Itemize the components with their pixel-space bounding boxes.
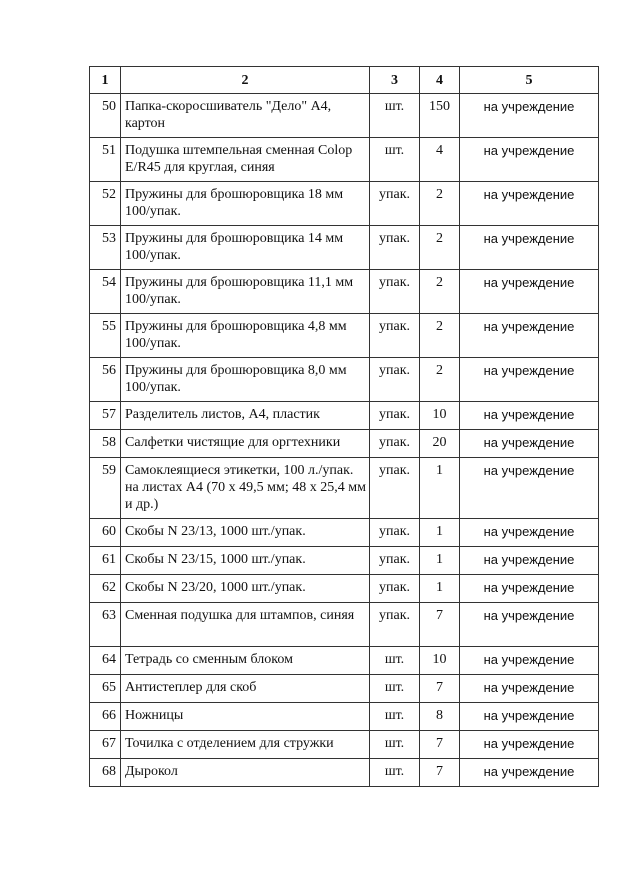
unit-cell: шт. <box>370 759 420 787</box>
row-number-cell: 67 <box>90 731 121 759</box>
note-cell: на учреждение <box>460 647 599 675</box>
unit-cell: упак. <box>370 226 420 270</box>
header-cell-3: 3 <box>370 67 420 94</box>
row-number-cell: 60 <box>90 519 121 547</box>
row-number-cell: 56 <box>90 358 121 402</box>
quantity-cell: 2 <box>420 358 460 402</box>
row-number-cell: 51 <box>90 138 121 182</box>
note-cell: на учреждение <box>460 458 599 519</box>
item-name-cell: Ножницы <box>121 703 370 731</box>
table-row <box>90 182 599 226</box>
unit-cell: шт. <box>370 731 420 759</box>
note-cell: на учреждение <box>460 547 599 575</box>
table-row <box>90 519 599 547</box>
unit-cell: упак. <box>370 270 420 314</box>
unit-cell: упак. <box>370 314 420 358</box>
note-cell: на учреждение <box>460 138 599 182</box>
row-number-cell: 64 <box>90 647 121 675</box>
quantity-cell: 8 <box>420 703 460 731</box>
quantity-cell: 2 <box>420 314 460 358</box>
table-row <box>90 703 599 731</box>
table-row <box>90 358 599 402</box>
row-number-cell: 53 <box>90 226 121 270</box>
note-cell: на учреждение <box>460 314 599 358</box>
row-number-cell: 52 <box>90 182 121 226</box>
unit-cell: шт. <box>370 675 420 703</box>
item-name-cell: Папка-скоросшиватель "Дело" А4, картон <box>121 94 370 138</box>
quantity-cell: 7 <box>420 603 460 647</box>
item-name-cell: Скобы N 23/20, 1000 шт./упак. <box>121 575 370 603</box>
quantity-cell: 4 <box>420 138 460 182</box>
unit-cell: упак. <box>370 547 420 575</box>
unit-cell: упак. <box>370 603 420 647</box>
table-row <box>90 603 599 647</box>
unit-cell: упак. <box>370 575 420 603</box>
note-cell: на учреждение <box>460 703 599 731</box>
unit-cell: шт. <box>370 94 420 138</box>
quantity-cell: 1 <box>420 458 460 519</box>
row-number-cell: 55 <box>90 314 121 358</box>
item-name-cell: Пружины для брошюровщика 8,0 мм 100/упак. <box>121 358 370 402</box>
header-cell-1: 1 <box>90 67 121 94</box>
note-cell: на учреждение <box>460 731 599 759</box>
note-cell: на учреждение <box>460 226 599 270</box>
row-number-cell: 58 <box>90 430 121 458</box>
item-name-cell: Скобы N 23/15, 1000 шт./упак. <box>121 547 370 575</box>
note-cell: на учреждение <box>460 270 599 314</box>
row-number-cell: 50 <box>90 94 121 138</box>
table-row <box>90 314 599 358</box>
item-name-cell: Пружины для брошюровщика 14 мм 100/упак. <box>121 226 370 270</box>
table-row <box>90 270 599 314</box>
supplies-table <box>89 66 599 787</box>
unit-cell: упак. <box>370 430 420 458</box>
quantity-cell: 7 <box>420 675 460 703</box>
row-number-cell: 57 <box>90 402 121 430</box>
unit-cell: упак. <box>370 519 420 547</box>
note-cell: на учреждение <box>460 182 599 226</box>
unit-cell: шт. <box>370 647 420 675</box>
unit-cell: упак. <box>370 182 420 226</box>
item-name-cell: Салфетки чистящие для оргтехники <box>121 430 370 458</box>
quantity-cell: 2 <box>420 226 460 270</box>
row-number-cell: 63 <box>90 603 121 647</box>
quantity-cell: 1 <box>420 519 460 547</box>
note-cell: на учреждение <box>460 519 599 547</box>
quantity-cell: 20 <box>420 430 460 458</box>
header-cell-5: 5 <box>460 67 599 94</box>
table-row <box>90 547 599 575</box>
unit-cell: упак. <box>370 358 420 402</box>
row-number-cell: 59 <box>90 458 121 519</box>
table-row <box>90 94 599 138</box>
header-cell-2: 2 <box>121 67 370 94</box>
unit-cell: шт. <box>370 138 420 182</box>
item-name-cell: Сменная подушка для штампов, синяя <box>121 603 370 647</box>
quantity-cell: 150 <box>420 94 460 138</box>
row-number-cell: 68 <box>90 759 121 787</box>
table-row <box>90 458 599 519</box>
row-number-cell: 61 <box>90 547 121 575</box>
note-cell: на учреждение <box>460 675 599 703</box>
note-cell: на учреждение <box>460 402 599 430</box>
quantity-cell: 7 <box>420 759 460 787</box>
table-row <box>90 675 599 703</box>
row-number-cell: 66 <box>90 703 121 731</box>
table-row <box>90 402 599 430</box>
row-number-cell: 54 <box>90 270 121 314</box>
item-name-cell: Тетрадь со сменным блоком <box>121 647 370 675</box>
item-name-cell: Антистеплер для скоб <box>121 675 370 703</box>
item-name-cell: Пружины для брошюровщика 18 мм 100/упак. <box>121 182 370 226</box>
quantity-cell: 1 <box>420 547 460 575</box>
item-name-cell: Скобы N 23/13, 1000 шт./упак. <box>121 519 370 547</box>
quantity-cell: 1 <box>420 575 460 603</box>
note-cell: на учреждение <box>460 430 599 458</box>
unit-cell: упак. <box>370 402 420 430</box>
table-row <box>90 430 599 458</box>
table-row <box>90 647 599 675</box>
row-number-cell: 62 <box>90 575 121 603</box>
unit-cell: упак. <box>370 458 420 519</box>
item-name-cell: Пружины для брошюровщика 11,1 мм 100/упак. <box>121 270 370 314</box>
note-cell: на учреждение <box>460 603 599 647</box>
table-row <box>90 226 599 270</box>
header-cell-4: 4 <box>420 67 460 94</box>
quantity-cell: 2 <box>420 270 460 314</box>
item-name-cell: Самоклеящиеся этикетки, 100 л./упак. на листах А4 (70 x 49,5 мм; 48 x 25,4 мм и др.) <box>121 458 370 519</box>
table-row <box>90 759 599 787</box>
note-cell: на учреждение <box>460 759 599 787</box>
unit-cell: шт. <box>370 703 420 731</box>
quantity-cell: 10 <box>420 402 460 430</box>
header-row <box>90 67 599 94</box>
item-name-cell: Подушка штемпельная сменная Colop E/R45 для круглая, синяя <box>121 138 370 182</box>
table-row <box>90 575 599 603</box>
note-cell: на учреждение <box>460 575 599 603</box>
note-cell: на учреждение <box>460 94 599 138</box>
item-name-cell: Дырокол <box>121 759 370 787</box>
quantity-cell: 10 <box>420 647 460 675</box>
quantity-cell: 7 <box>420 731 460 759</box>
note-cell: на учреждение <box>460 358 599 402</box>
quantity-cell: 2 <box>420 182 460 226</box>
table-row <box>90 731 599 759</box>
item-name-cell: Пружины для брошюровщика 4,8 мм 100/упак. <box>121 314 370 358</box>
item-name-cell: Разделитель листов, А4, пластик <box>121 402 370 430</box>
row-number-cell: 65 <box>90 675 121 703</box>
table-row <box>90 138 599 182</box>
item-name-cell: Точилка с отделением для стружки <box>121 731 370 759</box>
